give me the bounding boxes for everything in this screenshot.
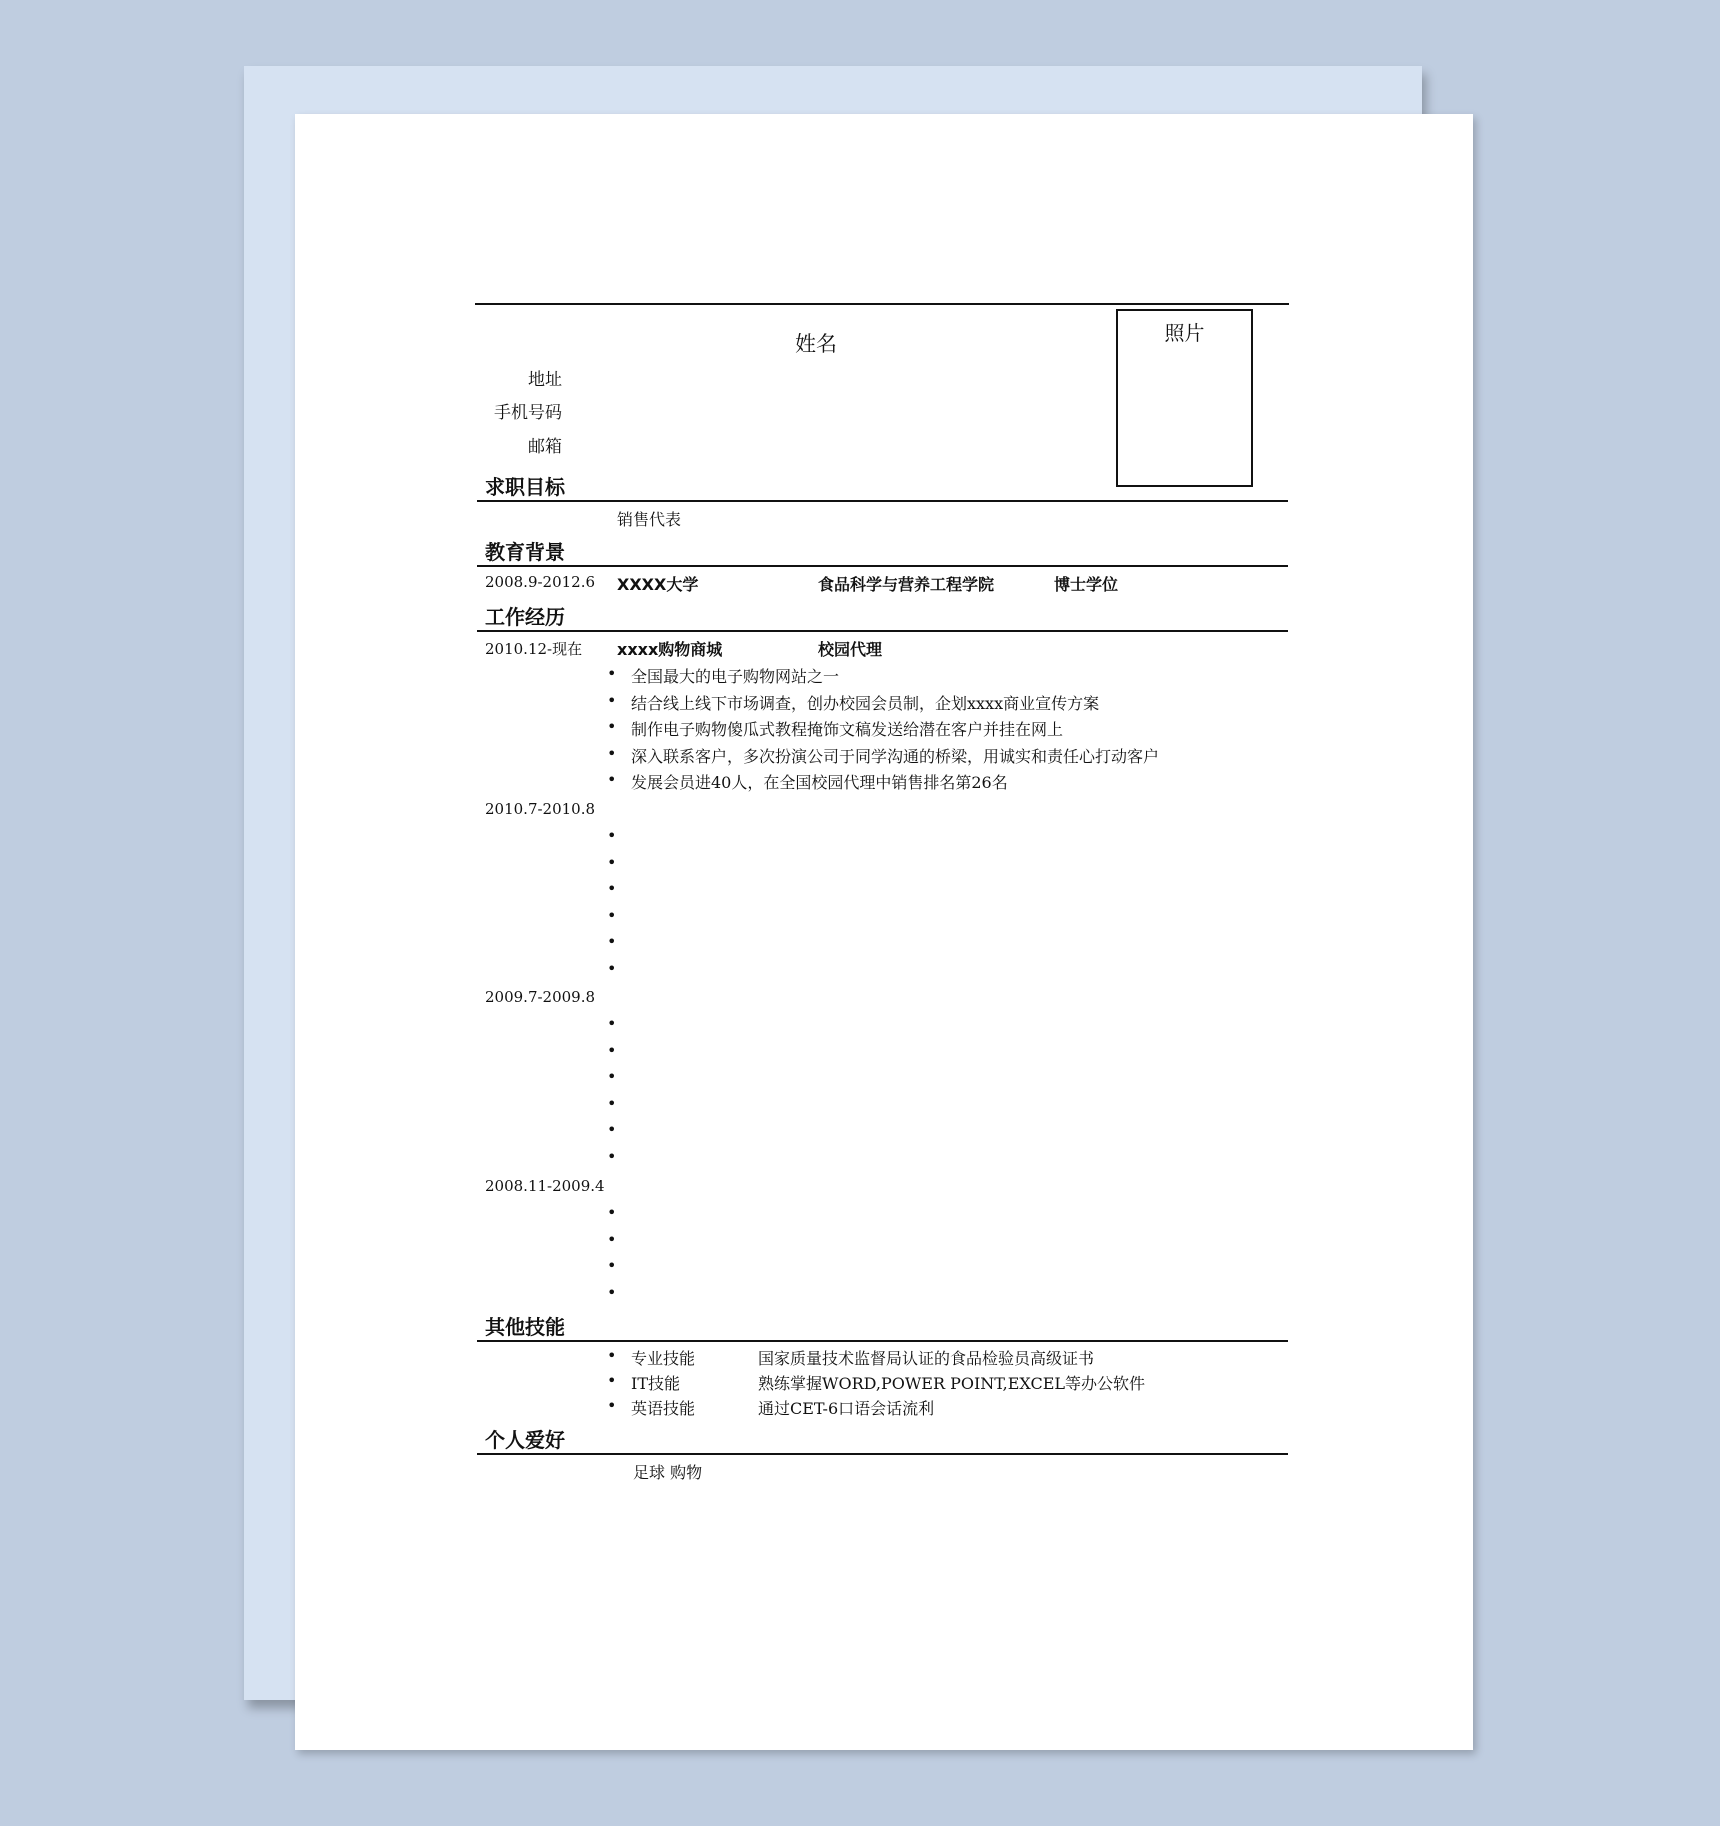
- bullet-text: 结合线上线下市场调查，创办校园会员制，企划xxxx商业宣传方案: [631, 694, 1100, 713]
- bullet-text: 制作电子购物傻瓜式教程掩饰文稿发送给潜在客户并挂在网上: [631, 720, 1064, 739]
- skill-name: 专业技能: [631, 1349, 696, 1368]
- hobbies-heading: 个人爱好: [485, 1428, 565, 1452]
- bullet-dot: •: [607, 906, 617, 925]
- work-date: 2010.7-2010.8: [485, 800, 596, 818]
- phone-label: 手机号码: [494, 403, 562, 423]
- bullet-dot: •: [607, 691, 617, 710]
- bullet-dot: •: [607, 1256, 617, 1275]
- education-college: 食品科学与营养工程学院: [818, 575, 995, 594]
- skills-heading: 其他技能: [485, 1315, 565, 1339]
- email-label: 邮箱: [528, 437, 562, 457]
- work-company: xxxx购物商城: [617, 640, 723, 659]
- work-rule: [477, 630, 1288, 632]
- photo-label: 照片: [1164, 321, 1205, 345]
- bullet-dot: •: [607, 664, 617, 683]
- skills-rule: [477, 1340, 1288, 1342]
- bullet-dot: •: [607, 1371, 617, 1390]
- education-school: XXXX大学: [617, 575, 699, 594]
- bullet-dot: •: [607, 770, 617, 789]
- header-rule: [475, 303, 1289, 305]
- bullet-text: 发展会员进40人，在全国校园代理中销售排名第26名: [631, 773, 1008, 792]
- work-heading: 工作经历: [485, 605, 565, 629]
- bullet-dot: •: [607, 879, 617, 898]
- skill-name: IT技能: [631, 1374, 680, 1393]
- objective-rule: [477, 500, 1288, 502]
- skill-detail: 熟练掌握WORD,POWER POINT,EXCEL等办公软件: [758, 1374, 1146, 1393]
- work-date: 2008.11-2009.4: [485, 1177, 605, 1195]
- objective-value: 销售代表: [617, 510, 682, 529]
- bullet-dot: •: [607, 1230, 617, 1249]
- education-degree: 博士学位: [1054, 575, 1119, 594]
- work-date: 2009.7-2009.8: [485, 988, 596, 1006]
- name-field: 姓名: [795, 332, 837, 356]
- objective-heading: 求职目标: [485, 475, 565, 499]
- education-date: 2008.9-2012.6: [485, 573, 596, 591]
- bullet-dot: •: [607, 1396, 617, 1415]
- skill-name: 英语技能: [631, 1399, 696, 1418]
- bullet-dot: •: [607, 1014, 617, 1033]
- skill-detail: 通过CET-6口语会话流利: [758, 1399, 935, 1418]
- hobbies-rule: [477, 1453, 1288, 1455]
- education-heading: 教育背景: [485, 540, 565, 564]
- education-rule: [477, 565, 1288, 567]
- bullet-dot: •: [607, 1120, 617, 1139]
- work-role: 校园代理: [818, 640, 883, 659]
- bullet-text: 全国最大的电子购物网站之一: [631, 667, 840, 686]
- skill-detail: 国家质量技术监督局认证的食品检验员高级证书: [758, 1349, 1095, 1368]
- bullet-dot: •: [607, 717, 617, 736]
- bullet-text: 深入联系客户，多次扮演公司于同学沟通的桥梁，用诚实和责任心打动客户: [631, 747, 1160, 766]
- bullet-dot: •: [607, 1346, 617, 1365]
- photo-placeholder: [1116, 309, 1253, 487]
- bullet-dot: •: [607, 853, 617, 872]
- bullet-dot: •: [607, 744, 617, 763]
- work-date: 2010.12-现在: [485, 640, 583, 658]
- bullet-dot: •: [607, 1147, 617, 1166]
- bullet-dot: •: [607, 1041, 617, 1060]
- hobbies-value: 足球 购物: [633, 1463, 703, 1482]
- bullet-dot: •: [607, 826, 617, 845]
- bullet-dot: •: [607, 932, 617, 951]
- bullet-dot: •: [607, 1067, 617, 1086]
- resume-page: [295, 114, 1473, 1750]
- bullet-dot: •: [607, 1203, 617, 1222]
- bullet-dot: •: [607, 1094, 617, 1113]
- address-label: 地址: [528, 370, 562, 390]
- bullet-dot: •: [607, 1283, 617, 1302]
- bullet-dot: •: [607, 959, 617, 978]
